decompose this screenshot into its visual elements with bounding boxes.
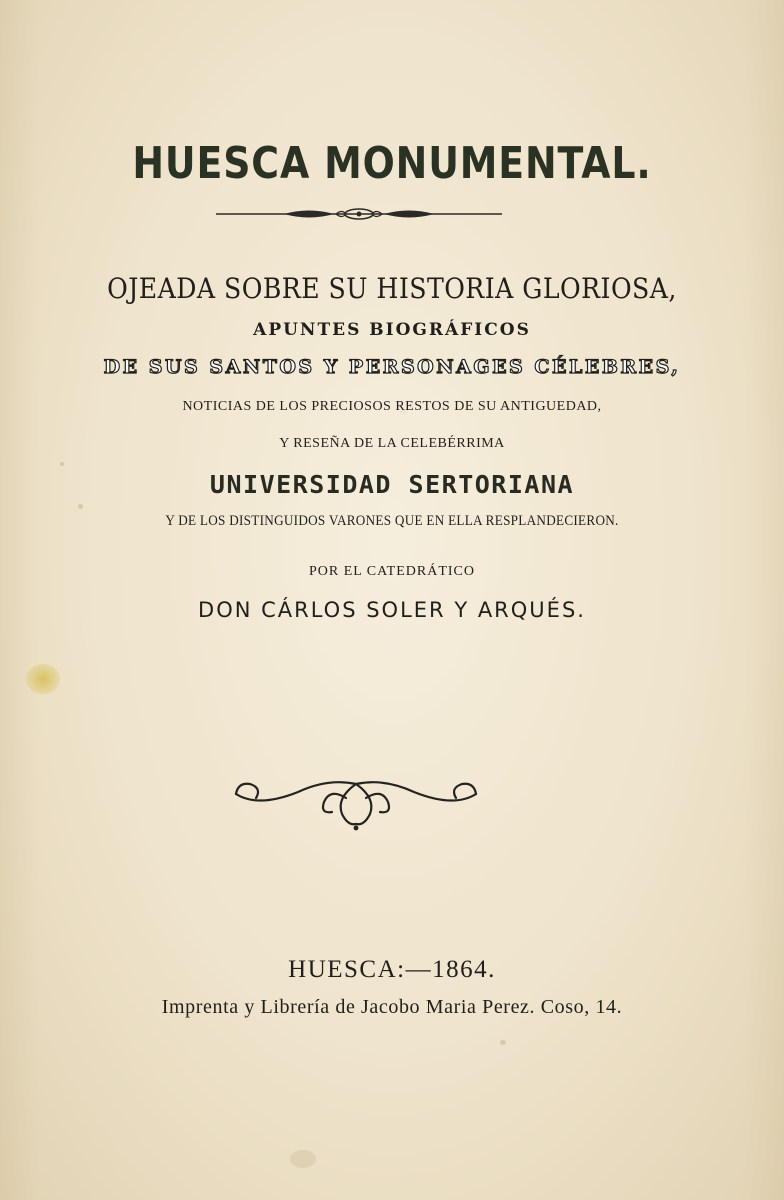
apuntes-line: APUNTES BIOGRÁFICOS	[253, 320, 531, 340]
santos-line: DE SUS SANTOS Y PERSONAGES CÉLEBRES,	[103, 356, 681, 378]
universidad-heading: UNIVERSIDAD SERTORIANA	[209, 470, 575, 499]
resena-line: Y RESEÑA DE LA CELEBÉRRIMA	[279, 436, 505, 451]
book-title: HUESCA MONUMENTAL.	[132, 138, 652, 189]
por-line: POR EL CATEDRÁTICO	[308, 564, 476, 579]
imprint-city-year: HUESCA:—1864.	[288, 956, 496, 983]
subtitle-heading: OJEADA SOBRE SU HISTORIA GLORIOSA,	[107, 272, 677, 305]
author-name: DON CÁRLOS SOLER Y ARQUÉS.	[198, 598, 586, 622]
imprint-printer: Imprenta y Librería de Jacobo Maria Perez. Coso, 14.	[161, 996, 623, 1018]
varones-line: Y DE LOS DISTINGUIDOS VARONES QUE EN ELLA RESPLANDECIERON.	[165, 513, 619, 529]
noticias-line: NOTICIAS DE LOS PRECIOSOS RESTOS DE SU ANTIGUEDAD,	[182, 399, 602, 414]
paper-spot	[290, 1150, 316, 1168]
paper-spot	[60, 462, 64, 466]
flourish-ornament-icon	[228, 758, 484, 832]
paper-spot	[500, 1040, 506, 1045]
paper-stain	[26, 664, 60, 694]
paper-spot	[78, 504, 83, 509]
decorative-rule-icon	[214, 205, 504, 223]
